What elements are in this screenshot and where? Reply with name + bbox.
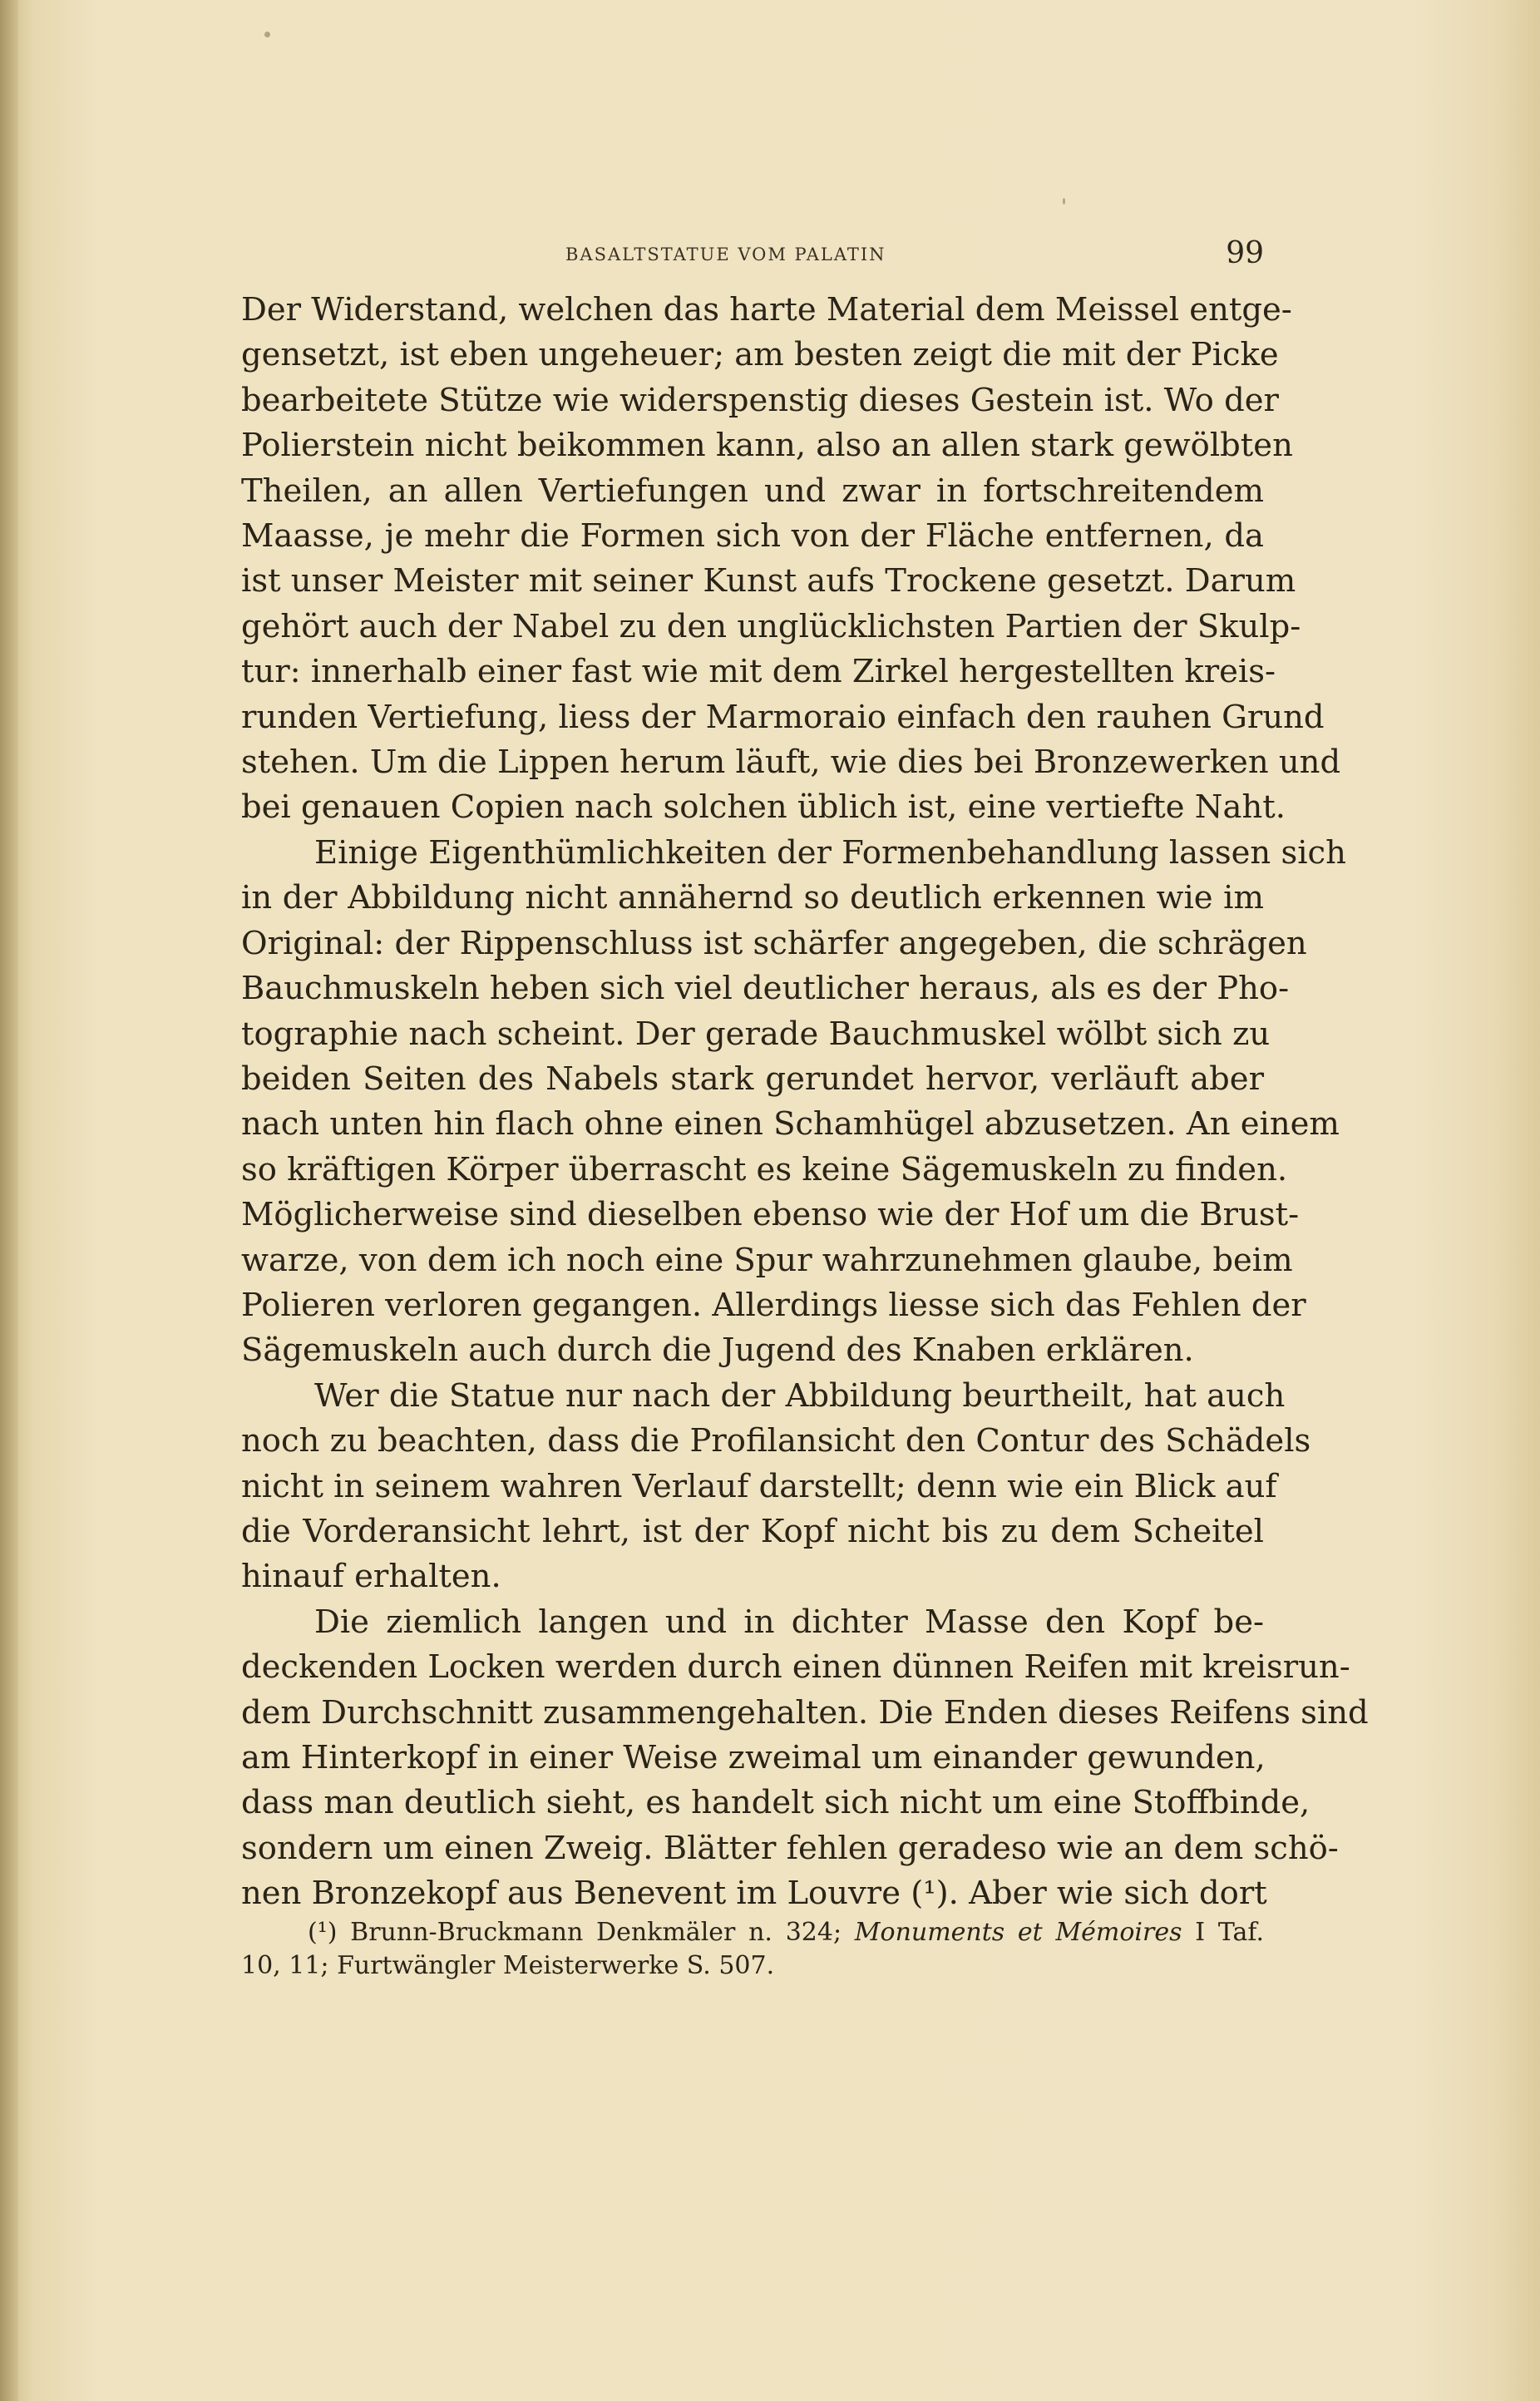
footnote-italic-title: Monuments et Mémoires <box>854 1918 1182 1947</box>
text-line: dass man deutlich sieht, es handelt sich nicht um eine Stoffbinde, <box>241 1784 1310 1822</box>
text-line: tur: innerhalb einer fast wie mit dem Zirkel hergestellten kreis- <box>241 653 1276 691</box>
text-line: runden Vertiefung, liess der Marmoraio einfach den rauhen Grund <box>241 698 1325 736</box>
running-title: BASALTSTATUE VOM PALATIN <box>565 245 886 264</box>
footnote-text-part2: I Taf. <box>1195 1918 1264 1947</box>
page-header <box>241 236 1264 274</box>
text-line: sondern um einen Zweig. Blätter fehlen geradeso wie an dem schö- <box>241 1829 1339 1867</box>
text-line: gensetzt, ist eben ungeheuer; am besten zeigt die mit der Picke <box>241 336 1279 374</box>
text-line: bei genauen Copien nach solchen üblich ist, eine vertiefte Naht. <box>241 788 1286 827</box>
footnote-marker: (¹) <box>308 1918 338 1947</box>
text-line: Maasse, je mehr die Formen sich von der Fläche entfernen, da <box>241 517 1264 556</box>
text-line: stehen. Um die Lippen herum läuft, wie dies bei Bronzewerken und <box>241 744 1341 782</box>
text-line: so kräftigen Körper überrascht es keine Sägemuskeln zu finden. <box>241 1150 1288 1188</box>
footnote <box>241 1916 1264 1983</box>
text-line: Original: der Rippenschluss ist schärfer angegeben, die schrägen <box>241 924 1307 962</box>
text-line: Möglicherweise sind dieselben ebenso wie der Hof um die Brust- <box>241 1196 1300 1234</box>
text-line: nach unten hin flach ohne einen Schamhügel abzusetzen. An einem <box>241 1105 1340 1144</box>
paper-speck <box>264 32 270 37</box>
text-line: deckenden Locken werden durch einen dünnen Reifen mit kreisrun- <box>241 1648 1350 1687</box>
text-line: Der Widerstand, welchen das harte Material dem Meissel entge- <box>241 291 1292 329</box>
text-line: in der Abbildung nicht annähernd so deutlich erkennen wie im <box>241 879 1264 917</box>
text-line: bearbeitete Stütze wie widerspenstig dieses Gestein ist. Wo der <box>241 381 1279 419</box>
text-line: nicht in seinem wahren Verlauf darstellt; denn wie ein Blick auf <box>241 1467 1277 1505</box>
page-number: 99 <box>1226 236 1264 270</box>
text-line: Polieren verloren gegangen. Allerdings liesse sich das Fehlen der <box>241 1286 1306 1324</box>
body-text <box>241 288 1369 1917</box>
text-line: dem Durchschnitt zusammengehalten. Die Enden dieses Reifens sind <box>241 1693 1369 1732</box>
text-line: beiden Seiten des Nabels stark gerundet hervor, verläuft aber <box>241 1060 1264 1098</box>
text-line: Die ziemlich langen und in dichter Masse den Kopf be- <box>314 1603 1264 1641</box>
text-line: die Vorderansicht lehrt, ist der Kopf nicht bis zu dem Scheitel <box>241 1512 1264 1550</box>
footnote-line-1 <box>241 1916 1264 1949</box>
text-line: hinauf erhalten. <box>241 1558 501 1596</box>
text-line: Einige Eigenthümlichkeiten der Formenbehandlung lassen sich <box>314 833 1346 872</box>
text-line: Sägemuskeln auch durch die Jugend des Knaben erklären. <box>241 1331 1194 1370</box>
text-line: Bauchmuskeln heben sich viel deutlicher heraus, als es der Pho- <box>241 970 1290 1008</box>
footnote-text-part1: Brunn-Bruckmann Denkmäler n. 324; <box>350 1918 842 1947</box>
text-line: am Hinterkopf in einer Weise zweimal um einander gewunden, <box>241 1739 1266 1776</box>
text-line: warze, von dem ich noch eine Spur wahrzunehmen glaube, beim <box>241 1241 1293 1279</box>
text-line: noch zu beachten, dass die Profilansicht den Contur des Schädels <box>241 1422 1311 1460</box>
text-line: tographie nach scheint. Der gerade Bauchmuskel wölbt sich zu <box>241 1015 1271 1053</box>
text-line: Theilen, an allen Vertiefungen und zwar in fortschreitendem <box>241 472 1264 510</box>
text-line: Wer die Statue nur nach der Abbildung beurtheilt, hat auch <box>314 1376 1286 1415</box>
footnote-line-2: 10, 11; Furtwängler Meisterwerke S. 507. <box>241 1951 775 1980</box>
text-line: Polierstein nicht beikommen kann, also an allen stark gewölbten <box>241 427 1293 465</box>
paper-speck <box>1063 198 1065 205</box>
page-edge-shadow <box>0 0 18 2401</box>
text-line: ist unser Meister mit seiner Kunst aufs Trockene gesetzt. Darum <box>241 562 1296 600</box>
text-line: gehört auch der Nabel zu den unglücklichsten Partien der Skulp- <box>241 607 1301 645</box>
text-line: nen Bronzekopf aus Benevent im Louvre (¹). Aber wie sich dort <box>241 1875 1267 1913</box>
